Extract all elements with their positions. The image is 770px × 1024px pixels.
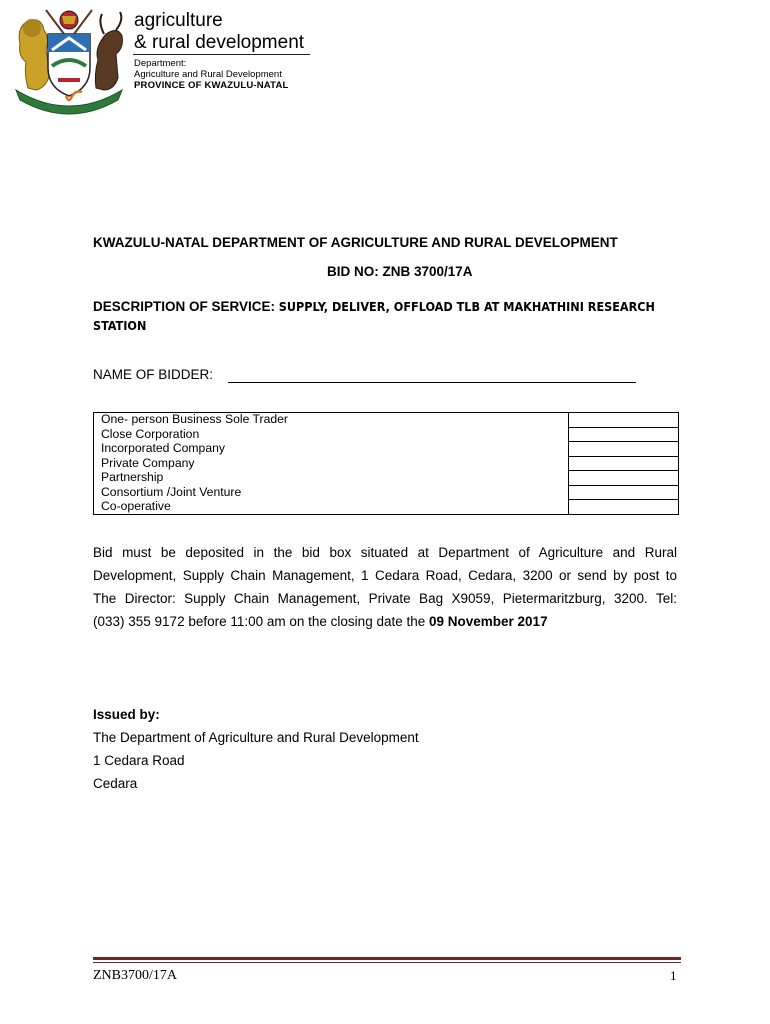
business-type-label: One- person Business Sole Trader — [94, 413, 569, 428]
business-type-label: Incorporated Company — [94, 442, 569, 457]
table-row — [94, 500, 679, 515]
business-type-label: Private Company — [94, 456, 569, 471]
submission-instructions — [93, 541, 677, 633]
business-type-label: Consortium /Joint Venture — [94, 485, 569, 500]
footer-rule-thin — [93, 962, 681, 963]
issuer-address: 1 Cedara Road — [93, 753, 185, 768]
department-name: Agriculture and Rural Development — [134, 69, 282, 80]
table-row — [94, 442, 679, 457]
table-row — [94, 456, 679, 471]
business-type-checkbox[interactable] — [568, 442, 678, 457]
logo-title-line2: & rural development — [134, 32, 305, 53]
business-type-checkbox[interactable] — [568, 413, 678, 428]
description-value-line2: STATION — [93, 318, 147, 333]
paragraph-line: Bid must be deposited in the bid box situated at Department of Agriculture and Rural — [93, 545, 677, 560]
service-description — [93, 297, 693, 335]
business-type-checkbox[interactable] — [568, 471, 678, 486]
business-type-checkbox[interactable] — [568, 485, 678, 500]
bid-number: BID NO: ZNB 3700/17A — [327, 264, 473, 279]
logo-title — [134, 10, 304, 54]
bidder-name-field[interactable] — [228, 382, 636, 383]
logo-divider — [133, 54, 310, 55]
business-type-label: Partnership — [94, 471, 569, 486]
business-type-label: Close Corporation — [94, 427, 569, 442]
issued-by-label: Issued by: — [93, 707, 160, 722]
paragraph-line: The Director: Supply Chain Management, Private Bag X9059, Pietermaritzburg, 3200. Tel: — [93, 591, 677, 606]
business-type-checkbox[interactable] — [568, 500, 678, 515]
description-label: DESCRIPTION OF SERVICE: — [93, 299, 279, 314]
department-label: Department: — [134, 58, 187, 69]
bidder-label: NAME OF BIDDER: — [93, 367, 214, 382]
business-type-label: Co-operative — [94, 500, 569, 515]
table-row — [94, 413, 679, 428]
business-type-table — [93, 412, 679, 515]
department-heading: KWAZULU-NATAL DEPARTMENT OF AGRICULTURE AND RURAL DEVELOPMENT — [93, 235, 618, 250]
paragraph-line-last — [93, 610, 677, 633]
paragraph-line: Development, Supply Chain Management, 1 Cedara Road, Cedara, 3200 or send by post to — [93, 568, 677, 583]
province-label: PROVINCE OF KWAZULU-NATAL — [134, 80, 289, 91]
table-row — [94, 485, 679, 500]
business-type-checkbox[interactable] — [568, 427, 678, 442]
issuer-name: The Department of Agriculture and Rural Development — [93, 730, 419, 745]
issuer-city: Cedara — [93, 776, 138, 791]
paragraph-line: (033) 355 9172 before 11:00 am on the closing date the — [93, 614, 429, 629]
logo-title-line1: agriculture — [134, 10, 223, 31]
business-type-checkbox[interactable] — [568, 456, 678, 471]
table-row — [94, 471, 679, 486]
footer-reference: ZNB3700/17A — [93, 968, 177, 983]
department-block — [134, 58, 282, 80]
footer-rule-thick — [93, 957, 681, 960]
page-number: 1 — [670, 968, 677, 983]
closing-date: 09 November 2017 — [429, 614, 548, 629]
kwazulu-natal-coat-of-arms-icon — [6, 4, 132, 116]
table-row — [94, 427, 679, 442]
description-value-line1: SUPPLY, DELIVER, OFFLOAD TLB AT MAKHATHINI RESEARCH — [278, 299, 655, 314]
